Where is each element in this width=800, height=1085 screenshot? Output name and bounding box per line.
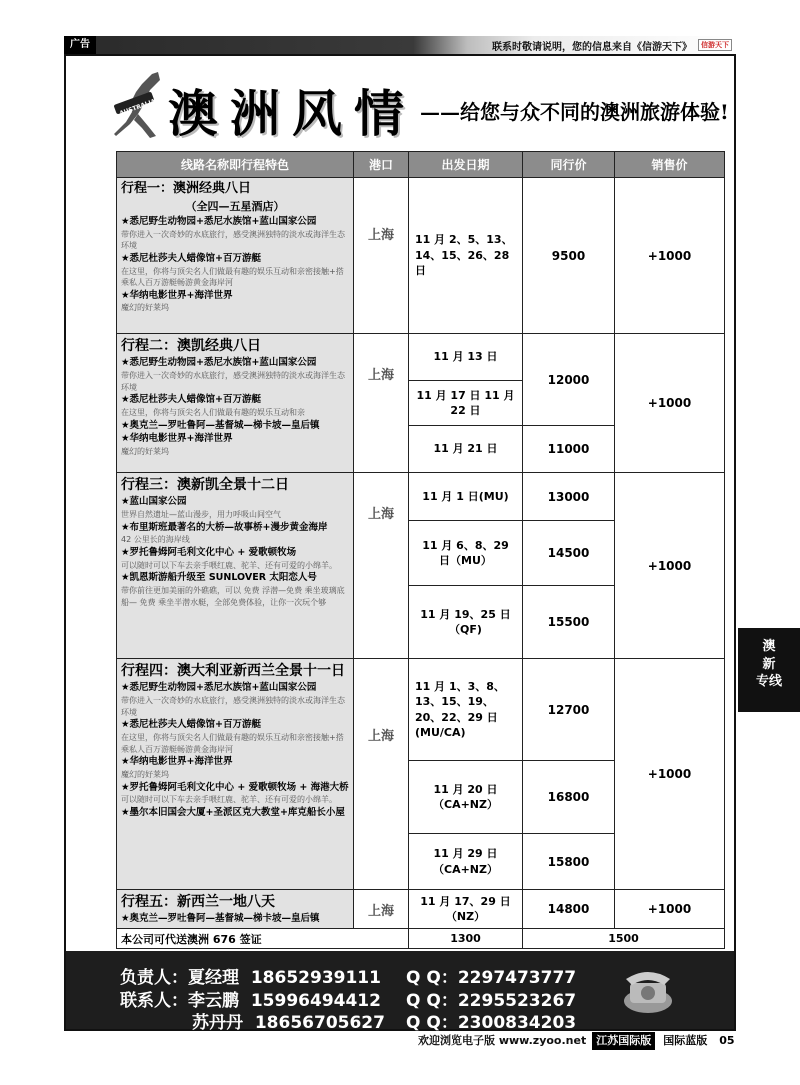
highlight: ★奥克兰—罗吐鲁阿—基督城—梯卡坡—皇后镇 [121,913,320,925]
ad-tag: 广告 [64,36,96,54]
sale-price-cell: +1000 [615,334,725,473]
highlight: ★墨尔本旧国会大厦+圣派区克大教堂+库克船长小屋 [121,806,345,818]
contact-role: 负责人： [120,968,188,988]
highlight: ★悉尼野生动物园+悉尼水族馆+蓝山国家公园 [121,215,317,227]
date-cell: 11 月 1、3、8、13、15、19、20、22、29 日(MU/CA) [409,659,523,761]
side-tab-line: 专线 [755,674,782,690]
route-1-details [117,178,354,334]
route-title: 行程一：澳洲经典八日 [121,181,252,196]
port-cell: 上海 [354,473,409,659]
date-cell: 11 月 17、29 日（NZ） [409,890,523,929]
highlight: ★悉尼杜莎夫人蜡像馆+百万游艇 [121,252,261,264]
contact-phone: 18656705627 [254,1013,385,1033]
highlight-desc: 在这里，你将与顶尖名人们做最有趣的娱乐互动和亲密接触+搭乘私人百万游艇畅游黄金海岸河 [121,266,344,288]
bottom-bar [412,1032,739,1050]
itinerary-table [116,151,725,949]
header [100,64,730,146]
route-subtitle: （全四—五星酒店） [185,199,285,213]
route-3-details [117,473,354,659]
highlight-desc: 魔幻的好莱坞 [121,769,169,779]
date-cell: 11 月 19、25 日（QF) [409,586,523,659]
qq-row [406,963,576,988]
highlight: ★悉尼杜莎夫人蜡像馆+百万游艇 [121,394,261,406]
qq-label: Q Q： [406,991,458,1011]
route-row [117,334,725,381]
contact-phone: 15996494412 [250,991,381,1011]
route-row [117,659,725,761]
sale-price-cell: +1000 [615,178,725,334]
source-note: 联系时敬请说明，您的信息来自《信游天下》 [492,42,692,53]
peer-price-cell: 14800 [523,890,615,929]
col-peer-price: 同行价 [523,152,615,178]
contact-row [120,963,381,988]
side-tab [738,628,800,712]
port-cell: 上海 [354,334,409,473]
highlight: ★悉尼野生动物园+悉尼水族馆+蓝山国家公园 [121,682,317,694]
qq-row [406,1008,576,1033]
contact-name: 李云鹏 [188,991,239,1011]
highlight-desc: 带你进入一次奇妙的水底旅行，感受澳洲独特的淡水或海洋生态环境 [121,371,345,392]
australia-badge: AUSTRALIA [118,97,157,118]
route-title: 行程四：澳大利亚新西兰全景十一日 [121,663,345,679]
highlight: ★罗托鲁姆阿毛利文化中心 + 爱歌顿牧场 [121,547,297,559]
peer-price-cell: 12000 [523,334,615,426]
highlight: ★蓝山国家公园 [121,496,187,508]
telephone-icon [618,965,678,1017]
port-cell: 上海 [354,890,409,929]
date-cell: 11 月 2、5、13、14、15、26、28 日 [409,178,523,334]
highlight: ★悉尼杜莎夫人蜡像馆+百万游艇 [121,719,261,731]
route-row [117,178,725,334]
qq-number: 2295523267 [457,991,577,1011]
subtitle: ——给您与众不同的澳洲旅游体验! [420,100,729,124]
peer-price-cell: 15500 [523,586,615,659]
date-cell: 11 月 13 日 [409,334,523,381]
date-cell: 11 月 29 日（CA+NZ） [409,834,523,890]
peer-price-cell: 13000 [523,473,615,521]
edition-label: 江苏国际版 [592,1032,655,1050]
highlight-desc: 世界自然遗址—蓝山漫步，用力呼吸山间空气 [121,510,281,520]
highlight-desc: 带你前往更加美丽的外礁礁，可以 免费 浮潜—免费 乘坐玻璃底船— 免费 乘坐半潜水艇，全部免费体验，让你一次玩个够 [121,586,345,607]
route-title: 行程五：新西兰一地八天 [121,894,275,910]
highlight-desc: 可以随时可以下车去亲手喂红鹿、驼羊、还有可爱的小绵羊。 [121,560,337,570]
contact-row [192,1008,385,1033]
date-cell: 11 月 6、8、29 日（MU） [409,521,523,586]
date-cell: 11 月 17 日 11 月 22 日 [409,381,523,426]
peer-price-cell: 12700 [523,659,615,761]
highlight-desc: 魔幻的好莱坞 [121,303,169,313]
contact-role: 联系人： [120,991,188,1011]
side-tab-line: 新 [762,656,776,672]
sale-price-cell: +1000 [615,473,725,659]
route-5-details [117,890,354,929]
highlight: ★华纳电影世界+海洋世界 [121,756,233,768]
visa-price-1: 1300 [409,929,523,949]
col-date: 出发日期 [409,152,523,178]
date-cell: 11 月 20 日（CA+NZ） [409,761,523,834]
kangaroo-icon [112,70,170,142]
highlight-desc: 带你进入一次奇妙的水底旅行，感受澳洲独特的淡水或海洋生态环境 [121,229,345,251]
peer-price-cell: 15800 [523,834,615,890]
route-title: 行程三：澳新凯全景十二日 [121,477,289,493]
highlight: ★布里斯班最著名的大桥—故事桥+漫步黄金海岸 [121,521,328,533]
contact-name: 苏丹丹 [192,1013,243,1033]
col-port: 港口 [354,152,409,178]
contact-phone: 18652939111 [250,968,381,988]
visa-price-2: 1500 [523,929,725,949]
highlight: ★罗托鲁姆阿毛利文化中心 + 爱歌顿牧场 + 海港大桥 [121,781,349,793]
highlight: ★华纳电影世界+海洋世界 [121,433,233,445]
sale-price-cell: +1000 [615,659,725,890]
highlight-desc: 魔幻的好莱坞 [121,447,169,457]
route-row [117,473,725,521]
header-row [117,152,725,178]
qq-number: 2300834203 [457,1013,577,1033]
col-route: 线路名称即行程特色 [117,152,354,178]
sale-price-cell: +1000 [615,890,725,929]
highlight: ★悉尼野生动物园+悉尼水族馆+蓝山国家公园 [121,357,317,369]
top-bar [64,36,736,54]
peer-price-cell: 11000 [523,426,615,473]
peer-price-cell: 16800 [523,761,615,834]
qq-number: 2297473777 [457,968,577,988]
visa-label: 本公司可代送澳洲 676 签证 [117,929,409,949]
highlight-desc: 在这里，你将与顶尖名人们做最有趣的娱乐互动和亲密接触+搭乘私人百万游艇畅游黄金海岸河 [121,733,344,754]
port-cell: 上海 [354,659,409,890]
col-sale-price: 销售价 [615,152,725,178]
highlight: ★奥克兰—罗吐鲁阿—基督城—梯卡坡—皇后镇 [121,419,320,431]
qq-label: Q Q： [406,1013,458,1033]
route-4-details [117,659,354,890]
highlight-desc: 带你进入一次奇妙的水底旅行，感受澳洲独特的淡水或海洋生态环境 [121,696,345,717]
welcome-text: 欢迎浏览电子版 www.zyoo.net [418,1034,587,1047]
date-cell: 11 月 1 日(MU) [409,473,523,521]
date-cell: 11 月 21 日 [409,426,523,473]
highlight: ★华纳电影世界+海洋世界 [121,289,233,301]
side-tab-line: 澳 [762,639,776,654]
qq-label: Q Q： [406,968,458,988]
contact-footer [66,951,734,1033]
page-number: 05 [719,1034,735,1047]
main-title: 澳洲风情 [168,84,416,143]
route-title: 行程二：澳凯经典八日 [121,338,261,354]
peer-price-cell: 14500 [523,521,615,586]
port-cell: 上海 [354,178,409,334]
visa-row [117,929,725,949]
highlight-desc: 可以随时可以下车去亲手喂红鹿、驼羊、还有可爱的小绵羊。 [121,795,337,805]
peer-price-cell: 9500 [523,178,615,334]
highlight-desc: 42 公里长的海岸线 [121,535,190,545]
brand-logo: 信游天下 [698,39,732,51]
section-label: 国际蓝版 [663,1034,708,1047]
highlight-desc: 在这里，你将与顶尖名人们做最有趣的娱乐互动和亲 [121,408,305,418]
route-row [117,890,725,929]
route-2-details [117,334,354,473]
contact-name: 夏经理 [188,968,239,988]
highlight: ★凯恩斯游船升级至 SUNLOVER 太阳恋人号 [121,572,317,584]
